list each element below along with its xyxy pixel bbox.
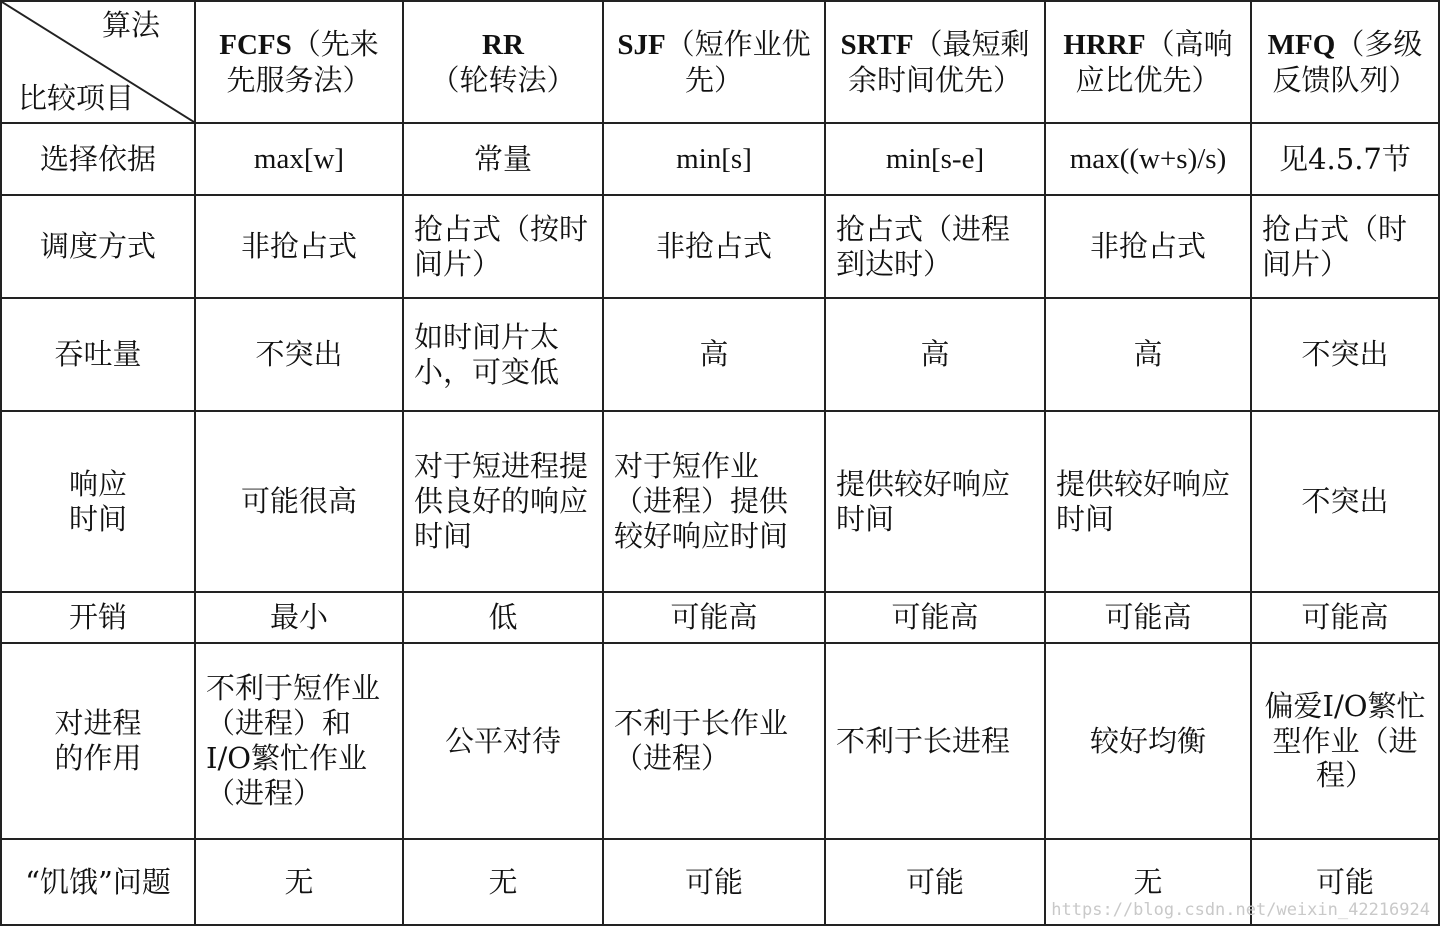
table-cell: 抢占式（进程到达时） <box>825 195 1045 298</box>
header-fcfs: FCFS（先来先服务法） <box>195 1 403 123</box>
table-cell: 对于短作业（进程）提供较好响应时间 <box>603 411 825 592</box>
header-rr: RR（轮转法） <box>403 1 603 123</box>
table-cell: 非抢占式 <box>195 195 403 298</box>
row-throughput <box>1 298 1439 411</box>
table-cell: 提供较好响应时间 <box>1045 411 1251 592</box>
watermark: https://blog.csdn.net/weixin_42216924 <box>1051 900 1430 920</box>
row-scheduling-mode <box>1 195 1439 298</box>
corner-item-label: 比较项目 <box>18 81 135 116</box>
row-label: “饥饿”问题 <box>1 839 195 925</box>
table-cell: 不利于长作业（进程） <box>603 643 825 839</box>
table-cell: 非抢占式 <box>603 195 825 298</box>
table-cell: 可能高 <box>825 592 1045 643</box>
corner-algorithm-label: 算法 <box>101 8 160 42</box>
table-cell: 不突出 <box>1251 411 1439 592</box>
table-cell: 见4.5.7节 <box>1251 123 1439 195</box>
table-cell: 可能 <box>1251 839 1439 925</box>
table-cell: 可能高 <box>1251 592 1439 643</box>
table-cell: 提供较好响应时间 <box>825 411 1045 592</box>
table-cell: max[w] <box>195 123 403 195</box>
row-label: 选择依据 <box>1 123 195 195</box>
table-cell: 可能 <box>825 839 1045 925</box>
table-cell: 如时间片太小，可变低 <box>403 298 603 411</box>
table-cell: min[s] <box>603 123 825 195</box>
row-overhead <box>1 592 1439 643</box>
table-cell: 不利于长进程 <box>825 643 1045 839</box>
row-label: 响应时间 <box>1 411 195 592</box>
corner-cell <box>1 1 195 123</box>
table-cell: 偏爱I/O繁忙型作业（进程） <box>1251 643 1439 839</box>
header-mfq: MFQ（多级反馈队列） <box>1251 1 1439 123</box>
table-cell: 无 <box>195 839 403 925</box>
table-cell: 不突出 <box>195 298 403 411</box>
table-cell: max((w+s)/s) <box>1045 123 1251 195</box>
header-row <box>1 1 1439 123</box>
table-cell: 抢占式（时间片） <box>1251 195 1439 298</box>
table-cell: 较好均衡 <box>1045 643 1251 839</box>
row-label: 开销 <box>1 592 195 643</box>
table-cell: 不利于短作业（进程）和I/O繁忙作业（进程） <box>195 643 403 839</box>
row-label: 吞吐量 <box>1 298 195 411</box>
row-label: 对进程的作用 <box>1 643 195 839</box>
table-cell: 公平对待 <box>403 643 603 839</box>
table-cell: min[s-e] <box>825 123 1045 195</box>
table-cell: 常量 <box>403 123 603 195</box>
table-cell: 高 <box>825 298 1045 411</box>
table-cell: 高 <box>603 298 825 411</box>
table-cell: 非抢占式 <box>1045 195 1251 298</box>
table-cell: 无 <box>1045 839 1251 925</box>
table-cell: 可能 <box>603 839 825 925</box>
table-cell: 高 <box>1045 298 1251 411</box>
row-selection-basis <box>1 123 1439 195</box>
table-cell: 抢占式（按时间片） <box>403 195 603 298</box>
header-hrrf: HRRF（高响应比优先） <box>1045 1 1251 123</box>
table-cell: 无 <box>403 839 603 925</box>
row-effect-on-process <box>1 643 1439 839</box>
row-label: 调度方式 <box>1 195 195 298</box>
table-cell: 可能很高 <box>195 411 403 592</box>
table-cell: 低 <box>403 592 603 643</box>
table-cell: 不突出 <box>1251 298 1439 411</box>
table-cell: 可能高 <box>1045 592 1251 643</box>
table-cell: 可能高 <box>603 592 825 643</box>
table-cell: 最小 <box>195 592 403 643</box>
header-sjf: SJF（短作业优先） <box>603 1 825 123</box>
table-cell: 对于短进程提供良好的响应时间 <box>403 411 603 592</box>
header-srtf: SRTF（最短剩余时间优先） <box>825 1 1045 123</box>
row-response-time <box>1 411 1439 592</box>
